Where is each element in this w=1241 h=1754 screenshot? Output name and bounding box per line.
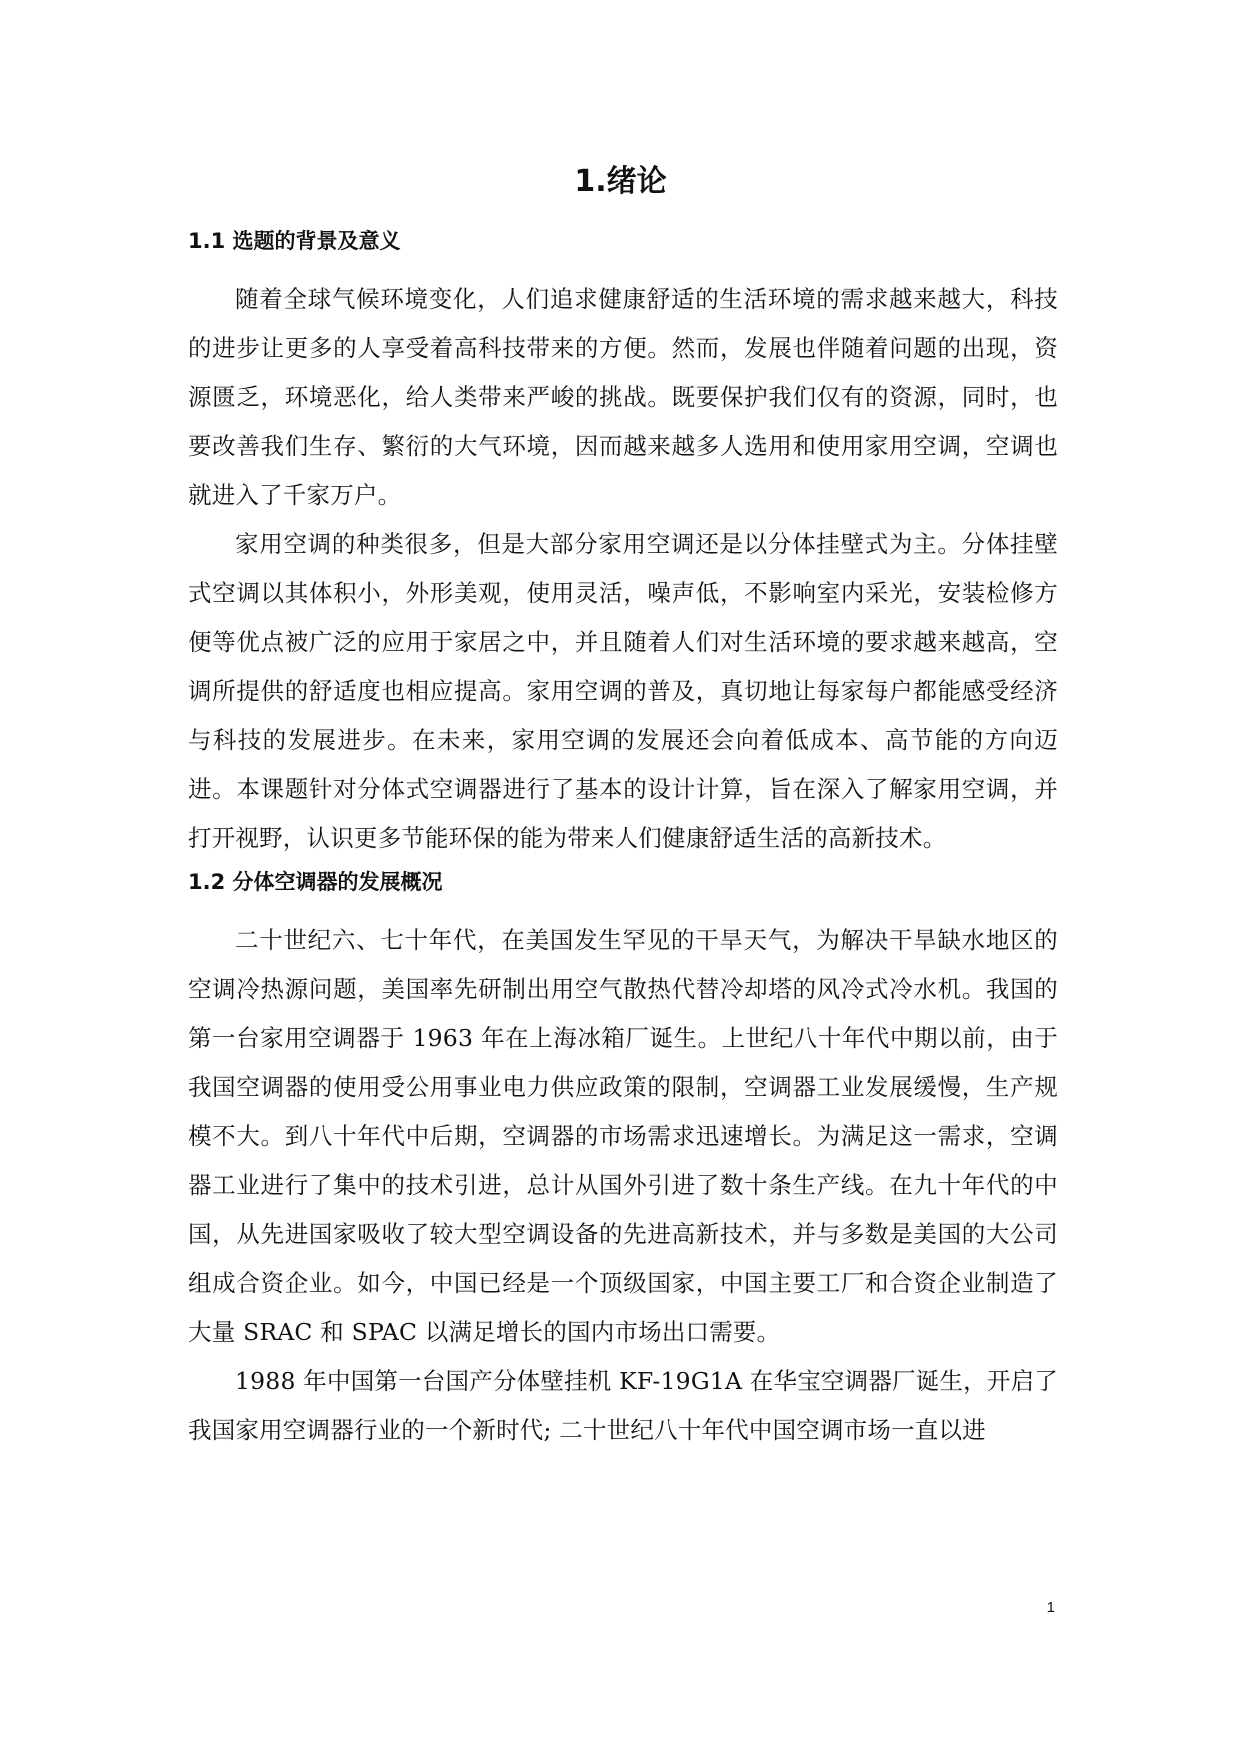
section-heading-1-2: 1.2 分体空调器的发展概况 xyxy=(188,870,443,894)
paragraph: 随着全球气候环境变化，人们追求健康舒适的生活环境的需求越来越大，科技的进步让更多的人享受着高科技带来的方便。然而，发展也伴随着问题的出现，资源匮乏，环境恶化，给人类带来严峻的挑战。既要保护我们仅有的资源，同时，也要改善我们生存、繁衍的大气环境，因而越来越多人选用和使用家用空调，空调也就进入了千家万户。 xyxy=(188,285,1058,509)
section-1-2-body xyxy=(188,916,1058,1455)
section-heading-1-1: 1.1 选题的背景及意义 xyxy=(188,229,401,253)
paragraph: 家用空调的种类很多，但是大部分家用空调还是以分体挂壁式为主。分体挂壁式空调以其体积小，外形美观，使用灵活，噪声低，不影响室内采光，安装检修方便等优点被广泛的应用于家居之中，并且随着人们对生活环境的要求越来越高，空调所提供的舒适度也相应提高。家用空调的普及，真切地让每家每户都能感受经济与科技的发展进步。在未来，家用空调的发展还会向着低成本、高节能的方向迈进。本课题针对分体式空调器进行了基本的设计计算，旨在深入了解家用空调，并打开视野，认识更多节能环保的能为带来人们健康舒适生活的高新技术。 xyxy=(188,530,1058,852)
section-1-1-body xyxy=(188,275,1058,863)
chapter-title: 1.绪论 xyxy=(574,164,667,199)
page-number: 1 xyxy=(1046,1599,1055,1616)
paragraph: 1988 年中国第一台国产分体壁挂机 KF-19G1A 在华宝空调器厂诞生，开启了我国家用空调器行业的一个新时代; 二十世纪八十年代中国空调市场一直以进 xyxy=(188,1367,1058,1444)
paragraph: 二十世纪六、七十年代，在美国发生罕见的干旱天气，为解决干旱缺水地区的空调冷热源问题，美国率先研制出用空气散热代替冷却塔的风冷式冷水机。我国的第一台家用空调器于 1963 年在上海冰箱厂诞生。上世纪八十年代中期以前，由于我国空调器的使用受公用事业电力供应政策的限制，空调器工业发展缓慢，生产规模不大。到八十年代中后期，空调器的市场需求迅速增长。为满足这一需求，空调器工业进行了集中的技术引进，总计从国外引进了数十条生产线。在九十年代的中国，从先进国家吸收了较大型空调设备的先进高新技术，并与多数是美国的大公司组成合资企业。如今，中国已经是一个顶级国家，中国主要工厂和合资企业制造了大量 SRAC 和 SPAC 以满足增长的国内市场出口需要。 xyxy=(188,926,1058,1346)
